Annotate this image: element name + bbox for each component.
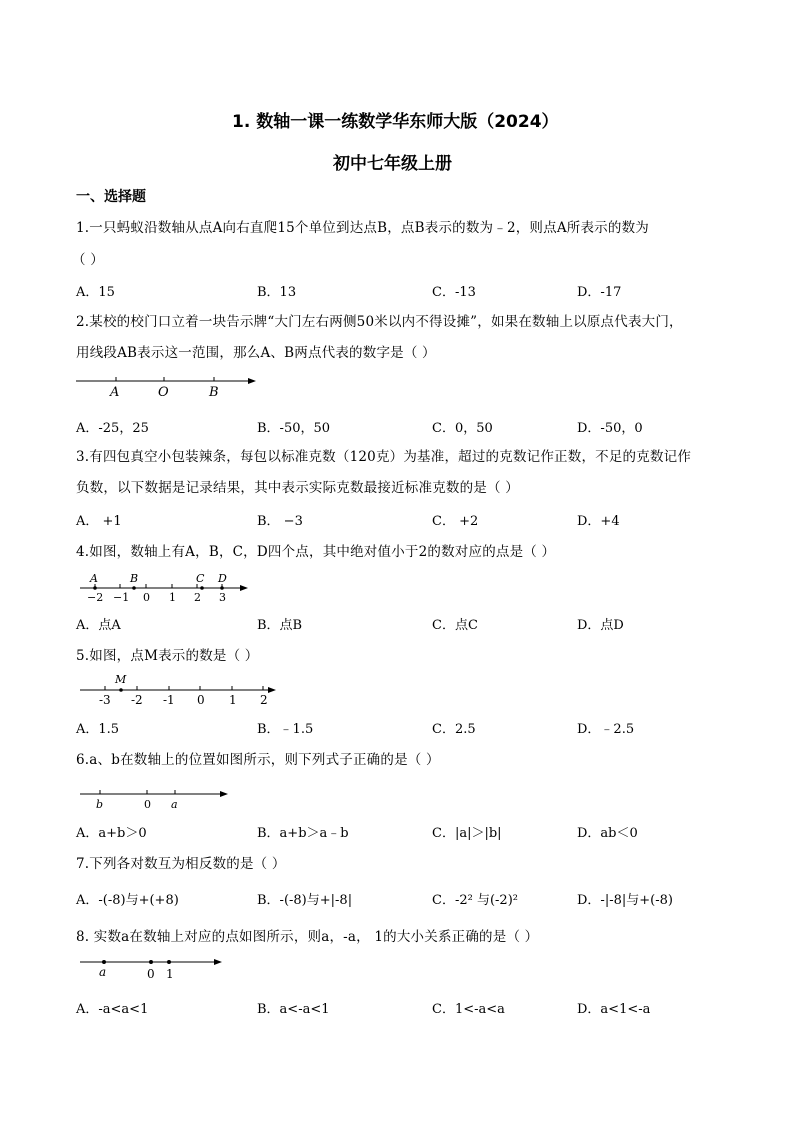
document-title: 1. 数轴一课一练数学华东师大版（2024） xyxy=(232,112,559,132)
q5-tick-label: -3 xyxy=(99,693,111,707)
question-8-option-a[interactable]: A．-a<a<1 xyxy=(76,1002,149,1017)
q6-label-a: a xyxy=(171,798,178,811)
question-5-option-c[interactable]: C．2.5 xyxy=(432,722,476,737)
question-8-option-b[interactable]: B．a<-a<1 xyxy=(257,1002,330,1017)
question-6-option-b[interactable]: B．a+b＞a﹣b xyxy=(257,826,349,841)
question-4-option-b[interactable]: B．点B xyxy=(257,618,303,633)
q4-point-c: C xyxy=(196,572,205,585)
question-3-text: 3.有四包真空小包装辣条，每包以标准克数（120克）为基准，超过的克数记作正数，不足的克数记作 xyxy=(76,449,692,465)
question-3-text-cont: 负数，以下数据是记录结果，其中表示实际克数最接近标准克数的是（ ） xyxy=(76,480,519,496)
question-4-text: 4.如图，数轴上有A，B，C，D四个点，其中绝对值小于2的数对应的点是（ ） xyxy=(76,544,556,560)
question-2-option-d[interactable]: D．-50，0 xyxy=(577,421,643,436)
q4-point-d: D xyxy=(218,572,227,585)
q4-tick-label: 1 xyxy=(169,591,176,604)
question-1-option-c[interactable]: C．-13 xyxy=(432,285,476,300)
question-8-number-line xyxy=(80,952,235,982)
question-7-option-c[interactable]: C．-2² 与(-2)² xyxy=(432,893,518,908)
question-1-text: 1.一只蚂蚁沿数轴从点A向右直爬15个单位到达点B，点B表示的数为﹣2，则点A所表示的数为 xyxy=(76,220,649,236)
question-2-option-a[interactable]: A．-25，25 xyxy=(76,421,149,436)
question-4-option-a[interactable]: A．点A xyxy=(76,618,121,633)
question-1-option-d[interactable]: D．-17 xyxy=(577,285,622,300)
question-5-option-b[interactable]: B．﹣1.5 xyxy=(257,722,314,737)
q4-point-b: B xyxy=(130,572,139,585)
q5-tick-label: 0 xyxy=(197,693,205,707)
q4-tick-label: −2 xyxy=(87,591,104,604)
question-6-option-a[interactable]: A．a+b＞0 xyxy=(76,826,147,841)
q4-tick-label: 3 xyxy=(219,591,226,604)
question-3-option-c[interactable]: C． +2 xyxy=(432,514,479,529)
question-6-option-c[interactable]: C．|a|＞|b| xyxy=(432,826,502,841)
question-1-option-a[interactable]: A．15 xyxy=(76,285,115,300)
question-2-text-cont: 用线段AB表示这一范围，那么A、B两点代表的数字是（ ） xyxy=(76,345,436,361)
q5-tick-label: 2 xyxy=(260,693,268,707)
question-5-option-a[interactable]: A．1.5 xyxy=(76,722,120,737)
q4-point-a: A xyxy=(90,572,98,585)
question-8-text: 8. 实数a在数轴上对应的点如图所示，则a，-a， 1的大小关系正确的是（ ） xyxy=(76,929,539,945)
question-8-option-d[interactable]: D．a<1<-a xyxy=(577,1002,651,1017)
question-7-option-b[interactable]: B．-(-8)与+|-8| xyxy=(257,893,353,908)
question-5-option-d[interactable]: D．﹣2.5 xyxy=(577,722,635,737)
q2-label-o: O xyxy=(158,385,169,400)
question-5-text: 5.如图，点M表示的数是（ ） xyxy=(76,648,259,664)
q2-label-b: B xyxy=(209,385,219,400)
q4-tick-label: 2 xyxy=(194,591,201,604)
question-3-option-b[interactable]: B． −3 xyxy=(257,514,303,529)
q2-label-a: A xyxy=(110,385,120,400)
question-1-option-b[interactable]: B．13 xyxy=(257,285,297,300)
question-7-text: 7.下列各对数互为相反数的是（ ） xyxy=(76,856,286,872)
question-2-text: 2.某校的校门口立着一块告示牌“大门左右两侧50米以内不得设摊”，如果在数轴上以原点代表大门， xyxy=(76,314,683,330)
section-heading: 一、选择题 xyxy=(76,189,146,205)
question-2-option-b[interactable]: B．-50，50 xyxy=(257,421,331,436)
question-3-option-a[interactable]: A． +1 xyxy=(76,514,122,529)
question-6-text: 6.a、b在数轴上的位置如图所示，则下列式子正确的是（ ） xyxy=(76,752,440,768)
question-4-option-d[interactable]: D．点D xyxy=(577,618,624,633)
question-1-bracket: （ ） xyxy=(72,252,104,268)
question-4-number-line xyxy=(80,571,255,603)
q8-label-one: 1 xyxy=(166,967,174,981)
question-7-option-d[interactable]: D．-|-8|与+(-8) xyxy=(577,893,673,908)
q4-tick-label: 0 xyxy=(143,591,150,604)
q4-tick-label: −1 xyxy=(113,591,130,604)
question-7-option-a[interactable]: A．-(-8)与+(+8) xyxy=(76,893,179,908)
question-2-number-line xyxy=(76,370,266,402)
q5-point-m: M xyxy=(115,673,127,686)
question-4-option-c[interactable]: C．点C xyxy=(432,618,478,633)
question-6-number-line xyxy=(80,784,240,812)
q5-tick-label: -1 xyxy=(163,693,175,707)
q8-label-a: a xyxy=(99,965,107,979)
q5-tick-label: -2 xyxy=(131,693,143,707)
q6-label-b: b xyxy=(96,798,104,811)
question-8-option-c[interactable]: C．1<-a<a xyxy=(432,1002,505,1017)
q6-label-zero: 0 xyxy=(144,798,151,811)
question-5-number-line xyxy=(80,672,285,708)
document-subtitle: 初中七年级上册 xyxy=(333,154,452,174)
question-6-option-d[interactable]: D．ab＜0 xyxy=(577,826,638,841)
q5-tick-label: 1 xyxy=(229,693,237,707)
q8-label-zero: 0 xyxy=(147,967,155,981)
question-2-option-c[interactable]: C．0，50 xyxy=(432,421,493,436)
question-3-option-d[interactable]: D．+4 xyxy=(577,514,620,529)
